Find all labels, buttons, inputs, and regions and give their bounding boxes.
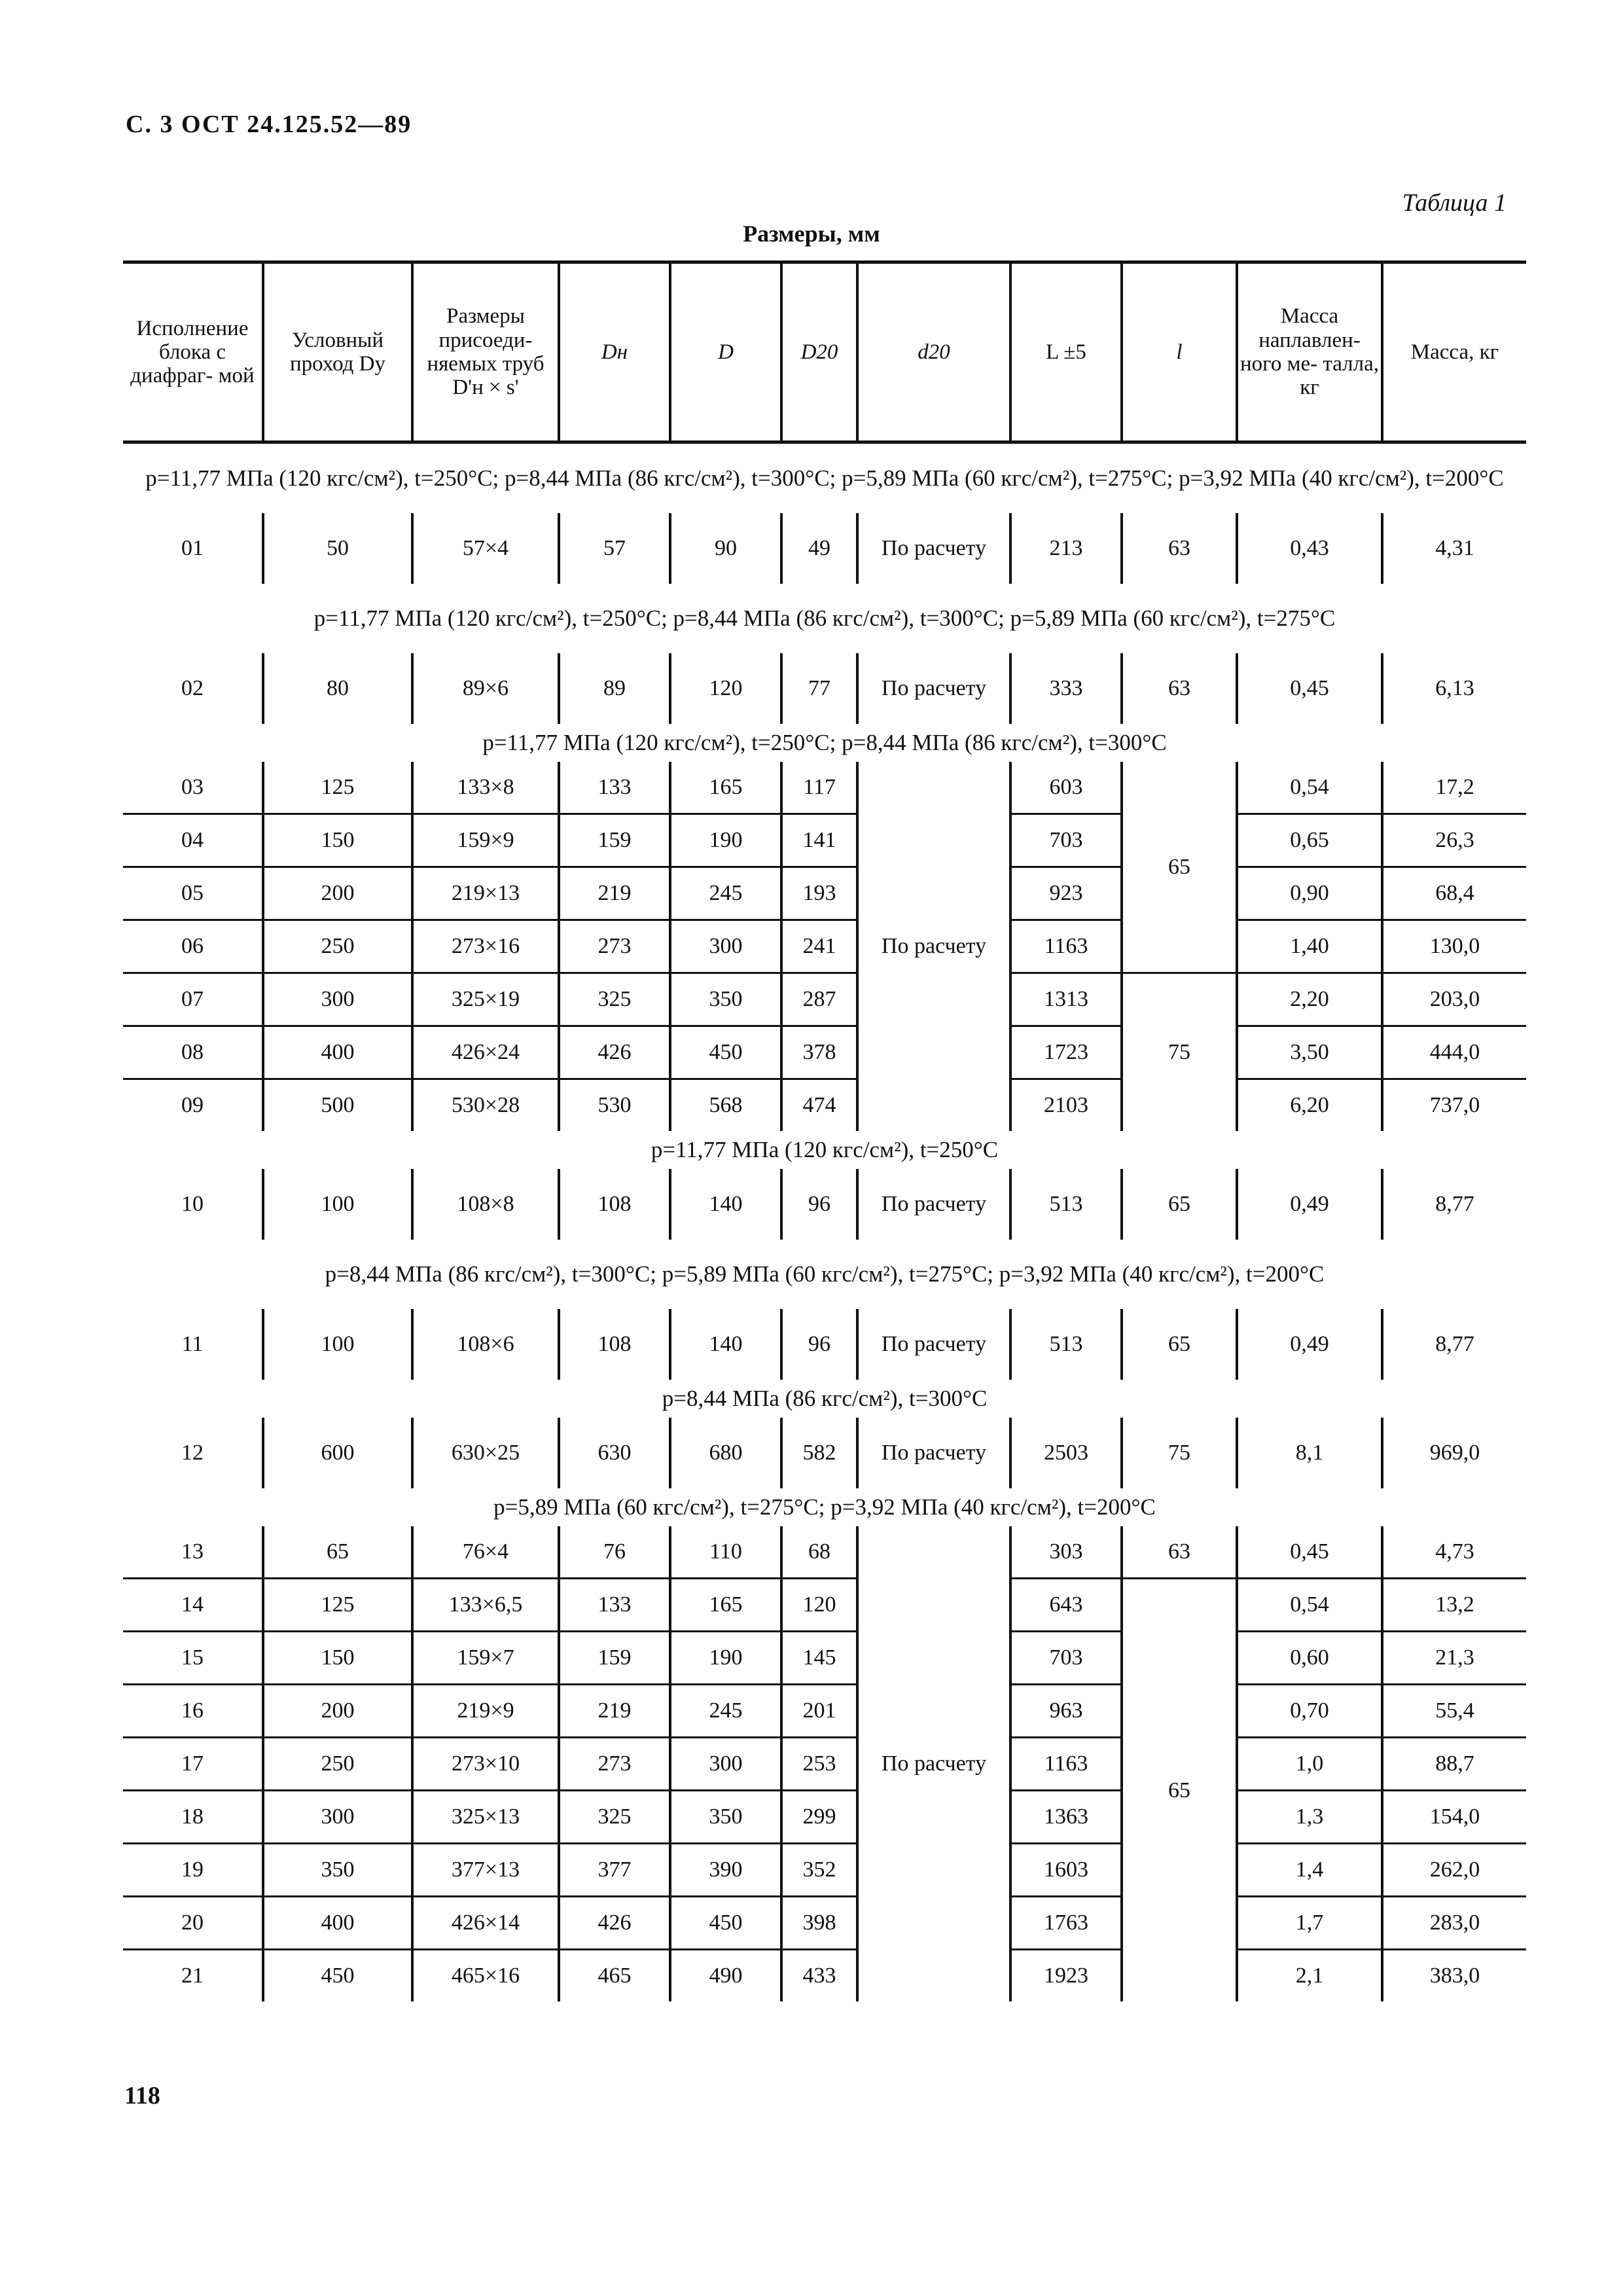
table-row	[123, 653, 1526, 724]
cell: 0,54	[1237, 762, 1382, 814]
cell: 05	[123, 867, 263, 920]
cell: 13	[123, 1526, 263, 1579]
cell: 530×28	[412, 1079, 559, 1132]
page-number: 118	[124, 2082, 160, 2109]
cell: 07	[123, 973, 263, 1026]
col-d: D	[670, 262, 781, 442]
cell: 1923	[1010, 1950, 1122, 2002]
cell: 0,43	[1237, 513, 1382, 584]
cell: 737,0	[1382, 1079, 1526, 1132]
cell: 299	[781, 1791, 857, 1844]
table-row	[123, 1418, 1526, 1488]
cell: 0,54	[1237, 1579, 1382, 1632]
cell: 76	[559, 1526, 670, 1579]
cell: 0,90	[1237, 867, 1382, 920]
cell: 273	[559, 920, 670, 973]
cell: 6,13	[1382, 653, 1526, 724]
table-row	[123, 1526, 1526, 1579]
cell: 06	[123, 920, 263, 973]
cell: 4,31	[1382, 513, 1526, 584]
col-dn: Dн	[559, 262, 670, 442]
cell: 190	[670, 814, 781, 867]
cell: 426	[559, 1026, 670, 1079]
cell: 190	[670, 1632, 781, 1685]
col-execution: Исполнение блока с диафраг- мой	[123, 262, 263, 442]
cell: 201	[781, 1685, 857, 1738]
cell: 400	[263, 1026, 412, 1079]
cell: 450	[670, 1026, 781, 1079]
cell: 2,20	[1237, 973, 1382, 1026]
col-weld-mass: Масса наплавлен- ного ме- талла, кг	[1237, 262, 1382, 442]
cell: 300	[263, 1791, 412, 1844]
cell: 16	[123, 1685, 263, 1738]
col-length: L ±5	[1010, 262, 1122, 442]
cell: 159×7	[412, 1632, 559, 1685]
table-row	[123, 1897, 1526, 1950]
cell: 500	[263, 1079, 412, 1132]
dimensions-table	[123, 260, 1526, 2001]
cell: 426	[559, 1897, 670, 1950]
cell: 400	[263, 1897, 412, 1950]
cell: 57×4	[412, 513, 559, 584]
cell: По расчету	[857, 1418, 1010, 1488]
cell: 89	[559, 653, 670, 724]
cell: 398	[781, 1897, 857, 1950]
document-code: С. 3 ОСТ 24.125.52—89	[126, 111, 412, 138]
cell: 219	[559, 1685, 670, 1738]
condition-row	[123, 1380, 1526, 1418]
cell: 68	[781, 1526, 857, 1579]
cell: 125	[263, 1579, 412, 1632]
cell: 250	[263, 920, 412, 973]
cell: 8,1	[1237, 1418, 1382, 1488]
cell: 530	[559, 1079, 670, 1132]
cell: 963	[1010, 1685, 1122, 1738]
cell: 145	[781, 1632, 857, 1685]
cell: 65	[1122, 1169, 1237, 1240]
cell: 390	[670, 1844, 781, 1897]
cell: 1603	[1010, 1844, 1122, 1897]
cell: 923	[1010, 867, 1122, 920]
col-pipe-sizes: Размеры присоеди- няемых труб D'н × s'	[412, 262, 559, 442]
cell: 14	[123, 1579, 263, 1632]
cell: 203,0	[1382, 973, 1526, 1026]
cell: 703	[1010, 1632, 1122, 1685]
cell: 159	[559, 1632, 670, 1685]
col-mass: Масса, кг	[1382, 262, 1526, 442]
cell: 21	[181, 1964, 204, 1988]
cell: 352	[781, 1844, 857, 1897]
cell: 4,73	[1382, 1526, 1526, 1579]
cell: 57	[559, 513, 670, 584]
cell: 350	[263, 1844, 412, 1897]
cell: 450	[670, 1897, 781, 1950]
cell: 1,40	[1237, 920, 1382, 973]
cell: 513	[1010, 1169, 1122, 1240]
cell: 219	[559, 867, 670, 920]
cell: 0,49	[1237, 1309, 1382, 1380]
condition-text: p=11,77 МПа (120 кгс/см²), t=250°C	[651, 1137, 999, 1162]
cell: 159	[559, 814, 670, 867]
cell: 3,50	[1237, 1026, 1382, 1079]
cell: 250	[263, 1738, 412, 1791]
cell: 77	[781, 653, 857, 724]
cell: 6,20	[1237, 1079, 1382, 1132]
cell: 140	[670, 1169, 781, 1240]
cell: 350	[670, 973, 781, 1026]
cell: 0,70	[1237, 1685, 1382, 1738]
cell: 1313	[1010, 973, 1122, 1026]
cell: 1,4	[1237, 1844, 1382, 1897]
cell: 120	[781, 1579, 857, 1632]
cell: 159×9	[412, 814, 559, 867]
cell: 283,0	[1382, 1897, 1526, 1950]
cell: 125	[263, 762, 412, 814]
cell: 76×4	[412, 1526, 559, 1579]
cell: 1163	[1010, 920, 1122, 973]
cell: 10	[181, 1192, 204, 1216]
cell: 444,0	[1382, 1026, 1526, 1079]
cell: 130,0	[1382, 920, 1526, 973]
cell: 680	[670, 1418, 781, 1488]
cell: 18	[123, 1791, 263, 1844]
cell: 65	[263, 1526, 412, 1579]
cell: 1363	[1010, 1791, 1122, 1844]
cell: 165	[670, 1579, 781, 1632]
cell: 253	[781, 1738, 857, 1791]
cell: 273	[559, 1738, 670, 1791]
table-row	[123, 1738, 1526, 1791]
cell: 68,4	[1382, 867, 1526, 920]
cell: 90	[670, 513, 781, 584]
cell: 333	[1010, 653, 1122, 724]
col-d20-lower: d20	[857, 262, 1010, 442]
table-row	[123, 1309, 1526, 1380]
cell: 377	[559, 1844, 670, 1897]
cell: 02	[181, 676, 204, 700]
cell: 80	[263, 653, 412, 724]
cell: 273×16	[412, 920, 559, 973]
cell: 465×16	[412, 1950, 559, 2002]
cell: 08	[123, 1026, 263, 1079]
cell: 426×14	[412, 1897, 559, 1950]
cell: 582	[781, 1418, 857, 1488]
cell: 490	[670, 1950, 781, 2002]
cell: 55,4	[1382, 1685, 1526, 1738]
table-row	[123, 1791, 1526, 1844]
cell: 643	[1010, 1579, 1122, 1632]
cell: 17	[123, 1738, 263, 1791]
cell: 108×8	[412, 1169, 559, 1240]
cell: 150	[263, 1632, 412, 1685]
cell: 2,1	[1237, 1950, 1382, 2002]
table-row	[123, 1026, 1526, 1079]
cell: 325	[559, 973, 670, 1026]
cell: 8,77	[1382, 1169, 1526, 1240]
cell: 108	[559, 1169, 670, 1240]
cell: 11	[181, 1332, 204, 1356]
condition-text: p=8,44 МПа (86 кгс/см²), t=300°C	[662, 1386, 988, 1411]
table-row	[123, 1579, 1526, 1632]
cell: 513	[1010, 1309, 1122, 1380]
cell: 383,0	[1382, 1950, 1526, 2002]
cell: 969,0	[1382, 1418, 1526, 1488]
cell: 49	[781, 513, 857, 584]
table-header-row	[123, 262, 1526, 442]
cell: 21,3	[1382, 1632, 1526, 1685]
cell: 63	[1122, 653, 1237, 724]
cell: 01	[181, 536, 204, 560]
table-label: Таблица 1	[1402, 189, 1507, 217]
cell: 17,2	[1382, 762, 1526, 814]
cell: 200	[263, 1685, 412, 1738]
condition-text: p=5,89 МПа (60 кгс/см²), t=275°C; p=3,92 МПа (40 кгс/см²), t=200°C	[493, 1494, 1156, 1520]
cell: 245	[670, 867, 781, 920]
cell: 110	[670, 1526, 781, 1579]
cell: 300	[670, 920, 781, 973]
cell: 213	[1010, 513, 1122, 584]
cell: 133	[559, 1579, 670, 1632]
table-row	[123, 973, 1526, 1026]
condition-row	[123, 442, 1526, 514]
cell: 19	[123, 1844, 263, 1897]
col-nominal-bore: Условный проход Dy	[263, 262, 412, 442]
cell: 133×8	[412, 762, 559, 814]
condition-row	[123, 724, 1526, 762]
cell: 273×10	[412, 1738, 559, 1791]
cell: 65	[1122, 1579, 1237, 2002]
cell: 241	[781, 920, 857, 973]
cell: По расчету	[857, 1526, 1010, 2001]
cell: 630	[559, 1418, 670, 1488]
cell: 04	[123, 814, 263, 867]
cell: 325×19	[412, 973, 559, 1026]
cell: 12	[181, 1441, 204, 1465]
cell: 89×6	[412, 653, 559, 724]
cell: 219×13	[412, 867, 559, 920]
cell: 568	[670, 1079, 781, 1132]
cell: 96	[781, 1309, 857, 1380]
table-row	[123, 867, 1526, 920]
cell: 133×6,5	[412, 1579, 559, 1632]
table-row	[123, 814, 1526, 867]
cell: По расчету	[857, 653, 1010, 724]
cell: 140	[670, 1309, 781, 1380]
cell: 50	[263, 513, 412, 584]
cell: 65	[1122, 762, 1237, 973]
cell: 65	[1122, 1309, 1237, 1380]
cell: 262,0	[1382, 1844, 1526, 1897]
cell: 426×24	[412, 1026, 559, 1079]
cell: 0,65	[1237, 814, 1382, 867]
cell: 603	[1010, 762, 1122, 814]
cell: 377×13	[412, 1844, 559, 1897]
cell: 378	[781, 1026, 857, 1079]
condition-text: p=11,77 МПа (120 кгс/см²), t=250°C; p=8,44 МПа (86 кгс/см²), t=300°C	[482, 730, 1167, 755]
table-row	[123, 1685, 1526, 1738]
cell: 100	[263, 1309, 412, 1380]
cell: 1,0	[1237, 1738, 1382, 1791]
cell: 13,2	[1382, 1579, 1526, 1632]
cell: 325×13	[412, 1791, 559, 1844]
cell: 450	[263, 1950, 412, 2002]
cell: 600	[263, 1418, 412, 1488]
cell: 0,45	[1237, 1526, 1382, 1579]
cell: 117	[781, 762, 857, 814]
cell: 630×25	[412, 1418, 559, 1488]
cell: 0,49	[1237, 1169, 1382, 1240]
cell: 465	[559, 1950, 670, 2002]
cell: 108	[559, 1309, 670, 1380]
table-row	[123, 1844, 1526, 1897]
table-row	[123, 920, 1526, 973]
col-l: l	[1122, 262, 1237, 442]
cell: 287	[781, 973, 857, 1026]
cell: 245	[670, 1685, 781, 1738]
cell: 200	[263, 867, 412, 920]
cell: 75	[1122, 1418, 1237, 1488]
cell: По расчету	[857, 1169, 1010, 1240]
table-row	[123, 1632, 1526, 1685]
table-row	[123, 762, 1526, 814]
cell: 96	[781, 1169, 857, 1240]
cell: 15	[123, 1632, 263, 1685]
cell: 154,0	[1382, 1791, 1526, 1844]
table-row	[123, 1950, 1526, 2002]
cell: 303	[1010, 1526, 1122, 1579]
cell: 133	[559, 762, 670, 814]
cell: 703	[1010, 814, 1122, 867]
condition-text: p=8,44 МПа (86 кгс/см²), t=300°C; p=5,89 МПа (60 кгс/см²), t=275°C; p=3,92 МПа (40 кгс/см²), t=200°C	[325, 1261, 1325, 1287]
table-row	[123, 513, 1526, 584]
condition-text: p=11,77 МПа (120 кгс/см²), t=250°C; p=8,44 МПа (86 кгс/см²), t=300°C; p=5,89 МПа (60 кгс/см²), t=275°C	[313, 605, 1336, 632]
cell: 100	[263, 1169, 412, 1240]
col-d20-upper: D20	[781, 262, 857, 442]
cell: 09	[181, 1093, 204, 1117]
cell: По расчету	[857, 513, 1010, 584]
cell: 2503	[1010, 1418, 1122, 1488]
cell: 474	[781, 1079, 857, 1132]
condition-row	[123, 1488, 1526, 1526]
cell: 2103	[1010, 1079, 1122, 1132]
cell: 8,77	[1382, 1309, 1526, 1380]
cell: 165	[670, 762, 781, 814]
table-row	[123, 1079, 1526, 1132]
condition-text: p=11,77 МПа (120 кгс/см²), t=250°C; p=8,44 МПа (86 кгс/см²), t=300°C; p=5,89 МПа (60 кгс/см²), t=275°C; p=3,92 МПа (40 кгс/см²), t=200°C	[145, 465, 1504, 492]
cell: 20	[123, 1897, 263, 1950]
condition-row	[123, 584, 1526, 653]
cell: 0,45	[1237, 653, 1382, 724]
cell: 1,7	[1237, 1897, 1382, 1950]
cell: 300	[670, 1738, 781, 1791]
units-caption: Размеры, мм	[743, 221, 880, 247]
cell: 141	[781, 814, 857, 867]
cell: 219×9	[412, 1685, 559, 1738]
cell: 150	[263, 814, 412, 867]
cell: 120	[670, 653, 781, 724]
cell: 75	[1122, 973, 1237, 1132]
cell: 0,60	[1237, 1632, 1382, 1685]
cell: 63	[1122, 513, 1237, 584]
cell: 300	[263, 973, 412, 1026]
cell: 88,7	[1382, 1738, 1526, 1791]
cell: 03	[123, 762, 263, 814]
condition-row	[123, 1240, 1526, 1309]
condition-row	[123, 1131, 1526, 1169]
cell: 350	[670, 1791, 781, 1844]
cell: По расчету	[857, 762, 1010, 1131]
cell: 63	[1122, 1526, 1237, 1579]
cell: 108×6	[412, 1309, 559, 1380]
cell: 433	[781, 1950, 857, 2002]
cell: 1723	[1010, 1026, 1122, 1079]
cell: 1763	[1010, 1897, 1122, 1950]
cell: 1163	[1010, 1738, 1122, 1791]
cell: 193	[781, 867, 857, 920]
table-row	[123, 1169, 1526, 1240]
cell: 325	[559, 1791, 670, 1844]
cell: 1,3	[1237, 1791, 1382, 1844]
cell: По расчету	[857, 1309, 1010, 1380]
cell: 26,3	[1382, 814, 1526, 867]
